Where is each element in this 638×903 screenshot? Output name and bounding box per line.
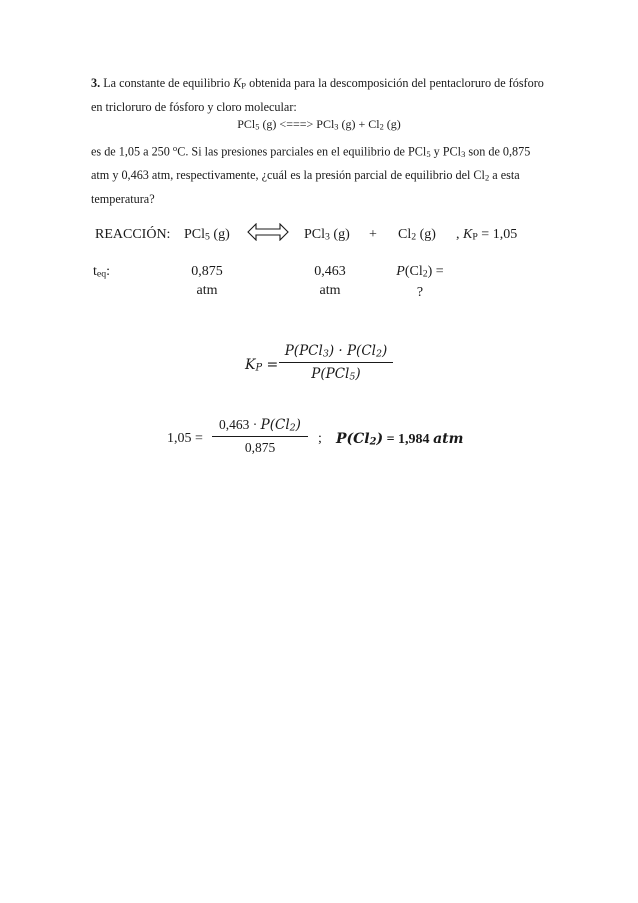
solution-denominator: 0,875 [244,440,276,456]
plus-sign: + [369,227,377,242]
solution-numerator: 0,463 · P(Cl2) [212,417,308,437]
problem-equation: PCl5 (g) <===> PCl3 (g) + Cl2 (g) [237,117,401,132]
problem-number: 3. [91,76,101,90]
kp-formula-lhs: KP = [245,357,279,374]
product-cl2: Cl2 (g) [398,227,436,243]
solution-separator: ; [318,431,322,446]
pcl3-pressure: 0,463 atm [314,264,346,298]
reactant-pcl5: PCl5 (g) [184,227,230,243]
kp-formula-fraction [279,343,393,383]
teq-label: teq: [93,264,111,280]
problem-question: es de 1,05 a 250 $^o$C. Si las presiones parciales en el equilibrio de PCl5 y PCl3 son de 0,875 atm y 0,463 atm, respectivamente, ¿cuál es la presión parcial de equilibrio del Cl2 a esta temperatura? [91,143,531,207]
solution-fraction [212,417,308,456]
product-pcl3: PCl3 (g) [304,227,350,243]
pcl5-pressure: 0,875 atm [191,264,223,298]
kp-denominator: P(PCl5) [311,366,361,383]
kp-numerator: P(PCl3) · P(Cl2) [279,343,393,363]
problem-statement: 3. La constante de equilibrio KP obtenida para la descomposición del pentacloruro de fósforo en tricloruro de fósforo y cloro molecular: [91,76,544,114]
cl2-pressure: P(Cl2) = ? [396,264,444,301]
solution-result: P(Cl2) = 1,984 atm [336,431,464,448]
kp-value: , KP = 1,05 [456,227,518,243]
solution-lhs: 1,05 = [167,431,203,446]
reaction-label: REACCIÓN: [95,227,171,242]
equilibrium-arrow-icon [247,223,289,241]
